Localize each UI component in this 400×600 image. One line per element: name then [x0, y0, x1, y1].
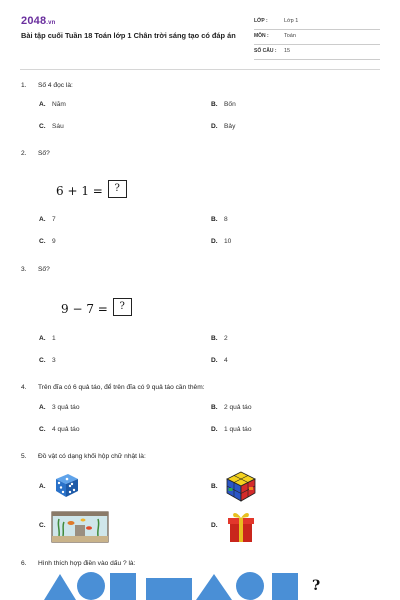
- option-letter: B.: [211, 101, 218, 108]
- rubik-cube-icon[interactable]: [225, 470, 257, 502]
- option-text: Bốn: [224, 101, 236, 108]
- brand-logo[interactable]: [21, 15, 56, 27]
- square-shape: [272, 573, 298, 600]
- meta-value-subject: Toán: [284, 33, 296, 39]
- option-text: 9: [52, 238, 56, 245]
- option-text: 4: [224, 357, 228, 364]
- option-text: 7: [52, 216, 56, 223]
- sequence-question-mark: ?: [312, 578, 321, 594]
- option-letter: D.: [211, 357, 218, 364]
- option-c[interactable]: [39, 426, 80, 433]
- question-number: 2.: [21, 150, 27, 157]
- option-text: Sáu: [52, 123, 64, 130]
- option-letter: A.: [39, 101, 46, 108]
- math-expression: [56, 180, 127, 198]
- math-expression: [61, 298, 132, 316]
- aquarium-icon[interactable]: [51, 511, 109, 543]
- option-d[interactable]: [211, 522, 224, 529]
- header-divider: [20, 69, 380, 70]
- option-text: 1: [52, 335, 56, 342]
- gift-box-icon[interactable]: [226, 509, 256, 543]
- meta-panel: [254, 15, 380, 60]
- worksheet-header: [0, 0, 400, 70]
- option-text: Năm: [52, 101, 66, 108]
- question-text: Hình thích hợp điền vào dấu ? là:: [38, 560, 136, 567]
- option-letter: B.: [211, 483, 218, 490]
- option-text: 3 quả táo: [52, 404, 80, 411]
- option-a[interactable]: [39, 216, 56, 223]
- blue-dice-icon[interactable]: [52, 471, 80, 499]
- option-b[interactable]: [211, 101, 236, 108]
- option-a[interactable]: [39, 101, 66, 108]
- worksheet-title: Bài tập cuối Tuần 18 Toán lớp 1 Chân trời sáng tạo có đáp án: [21, 31, 236, 40]
- question-number: 6.: [21, 560, 27, 567]
- option-letter: C.: [39, 357, 46, 364]
- question-number: 1.: [21, 82, 27, 89]
- rectangle-shape: [146, 578, 192, 600]
- option-letter: C.: [39, 238, 46, 245]
- option-d[interactable]: [211, 123, 235, 130]
- option-d[interactable]: [211, 426, 252, 433]
- option-letter: C.: [39, 522, 46, 529]
- meta-value-class: Lớp 1: [284, 18, 299, 24]
- brand-name: 2048: [21, 15, 47, 27]
- option-text: 3: [52, 357, 56, 364]
- triangle-shape: [196, 574, 232, 600]
- shape-sequence: [0, 572, 400, 600]
- answer-box[interactable]: ?: [108, 180, 127, 198]
- option-b[interactable]: [211, 404, 252, 411]
- brand-suffix: .vn: [46, 20, 56, 26]
- option-c[interactable]: [39, 123, 64, 130]
- question-text: Trên đĩa có 6 quả táo, để trên đĩa có 9 quả táo cần thêm:: [38, 384, 205, 391]
- option-letter: A.: [39, 335, 46, 342]
- option-letter: C.: [39, 123, 46, 130]
- meta-value-count: 15: [284, 48, 291, 54]
- option-text: 4 quả táo: [52, 426, 80, 433]
- option-text: 2: [224, 335, 228, 342]
- option-letter: B.: [211, 216, 218, 223]
- option-letter: A.: [39, 483, 46, 490]
- option-letter: A.: [39, 216, 46, 223]
- meta-label-subject: MÔN :: [254, 33, 269, 39]
- question-number: 5.: [21, 453, 27, 460]
- option-letter: B.: [211, 404, 218, 411]
- option-letter: D.: [211, 123, 218, 130]
- option-c[interactable]: [39, 357, 56, 364]
- option-text: Bảy: [224, 123, 236, 130]
- square-shape: [110, 573, 136, 600]
- question-text: Số 4 đọc là:: [38, 82, 73, 89]
- meta-row-count: [254, 45, 380, 60]
- option-text: 1 quả táo: [224, 426, 252, 433]
- option-text: 2 quả táo: [224, 404, 252, 411]
- question-text: Số?: [38, 266, 50, 273]
- question-text: Đồ vật có dạng khối hộp chữ nhật là:: [38, 453, 146, 460]
- circle-shape: [77, 572, 105, 600]
- option-text: 8: [224, 216, 228, 223]
- option-c[interactable]: [39, 238, 56, 245]
- option-letter: D.: [211, 522, 218, 529]
- option-a[interactable]: [39, 404, 80, 411]
- option-letter: D.: [211, 426, 218, 433]
- option-b[interactable]: [211, 483, 224, 490]
- option-letter: D.: [211, 238, 218, 245]
- meta-row-class: [254, 15, 380, 30]
- expression-text: 9 − 7 =: [61, 302, 108, 316]
- option-d[interactable]: [211, 238, 231, 245]
- question-number: 4.: [21, 384, 27, 391]
- option-a[interactable]: [39, 483, 52, 490]
- meta-label-count: SỐ CÂU :: [254, 48, 277, 54]
- option-text: 10: [224, 238, 232, 245]
- answer-box[interactable]: ?: [113, 298, 132, 316]
- option-letter: C.: [39, 426, 46, 433]
- option-d[interactable]: [211, 357, 228, 364]
- meta-row-subject: [254, 30, 380, 45]
- option-b[interactable]: [211, 216, 228, 223]
- option-a[interactable]: [39, 335, 56, 342]
- expression-text: 6 + 1 =: [56, 184, 103, 198]
- question-text: Số?: [38, 150, 50, 157]
- question-number: 3.: [21, 266, 27, 273]
- option-b[interactable]: [211, 335, 228, 342]
- option-letter: A.: [39, 404, 46, 411]
- meta-label-class: LỚP :: [254, 18, 268, 24]
- circle-shape: [236, 572, 264, 600]
- triangle-shape: [44, 574, 76, 600]
- option-letter: B.: [211, 335, 218, 342]
